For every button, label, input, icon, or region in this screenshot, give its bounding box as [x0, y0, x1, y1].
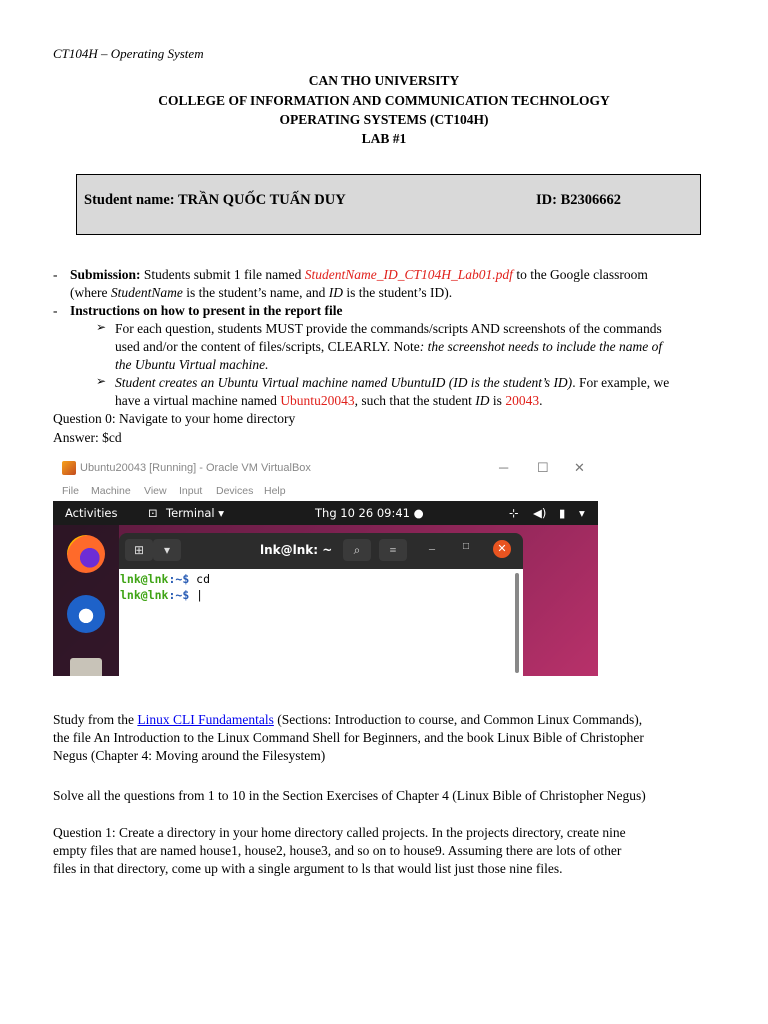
instructions-heading: - Instructions on how to present in the report file	[53, 303, 343, 318]
maximize-icon: ☐	[537, 460, 549, 475]
volume-icon: ◀)	[533, 506, 547, 520]
student-name: Student name: TRẦN QUỐC TUẤN DUY	[84, 192, 346, 208]
files-icon	[70, 658, 102, 676]
terminal-line-1: lnk@lnk:~$ cd	[120, 572, 211, 586]
student-id: ID: B2306662	[536, 192, 621, 208]
tab-dropdown-icon: ▾	[153, 539, 181, 561]
system-menu-icon: ▾	[579, 506, 585, 520]
menu-devices: Devices	[216, 485, 254, 497]
vbox-window-title: Ubuntu20043 [Running] - Oracle VM VirtualBox	[80, 462, 311, 474]
term-close-icon: ✕	[493, 540, 511, 558]
study-paragraph: Study from the Linux CLI Fundamentals (Sections: Introduction to course, and Common Linux Commands), the file An Introduction to the Linux Command Shell for Beginners, and the book Linux Bible of Christopher Negus (Chapter 4: Moving around the Filesystem)	[53, 712, 644, 763]
lab-title: LAB #1	[361, 131, 407, 146]
answer-0: Answer: $cd	[53, 430, 122, 445]
linux-cli-fundamentals-link[interactable]: Linux CLI Fundamentals	[137, 712, 274, 727]
vbox-titlebar	[53, 455, 598, 481]
menu-file: File	[62, 485, 79, 497]
menu-machine: Machine	[91, 485, 131, 497]
activities-label: Activities	[65, 506, 118, 520]
solve-paragraph: Solve all the questions from 1 to 10 in the Section Exercises of Chapter 4 (Linux Bible of Christopher Negus)	[53, 788, 646, 803]
course-header: CT104H – Operating System	[53, 46, 204, 61]
new-tab-icon: ⊞	[125, 539, 153, 561]
network-icon: ⊹	[509, 506, 519, 520]
menu-help: Help	[264, 485, 286, 497]
arrow-bullet-icon: ➢	[96, 320, 107, 334]
close-icon: ✕	[574, 460, 585, 475]
minimize-icon: ─	[499, 460, 509, 475]
hamburger-menu-icon: ≡	[379, 539, 407, 561]
term-minimize-icon: –	[429, 541, 435, 555]
firefox-icon	[67, 535, 105, 573]
terminal-line-2: lnk@lnk:~$ |	[120, 588, 204, 602]
terminal-title: lnk@lnk: ~	[260, 543, 333, 557]
submission-filename: StudentName_ID_CT104H_Lab01.pdf	[304, 267, 513, 282]
instruction-item-2: Student creates an Ubuntu Virtual machine named UbuntuID (ID is the student’s ID). For example, we have a virtual machine named Ubuntu20043, such that the student ID is 20043.	[115, 375, 670, 408]
terminal-menu-label: Terminal ▾	[166, 506, 225, 520]
search-icon: ⌕	[343, 539, 371, 561]
menu-input: Input	[179, 485, 203, 497]
instruction-item-1: For each question, students MUST provide the commands/scripts AND screenshots of the commands used and/or the content of files/scripts, CLEARLY. Note: the screenshot needs to include the name of the Ubuntu Virtual machine.	[115, 321, 663, 372]
arrow-bullet-icon: ➢	[96, 374, 107, 388]
terminal-scrollbar	[515, 573, 519, 673]
vbox-menubar	[53, 481, 598, 501]
submission-paragraph: - Submission: Students submit 1 file named StudentName_ID_CT104H_Lab01.pdf to the Google classroom (where StudentName is the student’s name, and ID is the student’s ID).	[53, 267, 648, 300]
battery-icon: ▮	[559, 506, 566, 520]
thunderbird-icon	[67, 595, 105, 633]
question-0: Question 0: Navigate to your home directory	[53, 411, 296, 426]
terminal-app-icon: ⊡	[148, 506, 158, 520]
menu-view: View	[144, 485, 167, 497]
subject-title: OPERATING SYSTEMS (CT104H)	[279, 112, 489, 127]
college-title: COLLEGE OF INFORMATION AND COMMUNICATION TECHNOLOGY	[158, 93, 610, 108]
term-maximize-icon: □	[463, 541, 470, 552]
virtualbox-screenshot	[53, 455, 598, 676]
gnome-top-bar	[53, 501, 598, 525]
university-title: CAN THO UNIVERSITY	[308, 73, 460, 88]
question-1: Question 1: Create a directory in your home directory called projects. In the projects directory, create nine empty files that are named house1, house2, house3, and so on to house9. Assuming there are lots of other files in that directory, come up with a single argument to ls that would list just those nine files.	[53, 825, 626, 876]
virtualbox-logo-icon	[62, 461, 76, 475]
clock: Thg 10 26 09:41 ●	[315, 506, 424, 520]
